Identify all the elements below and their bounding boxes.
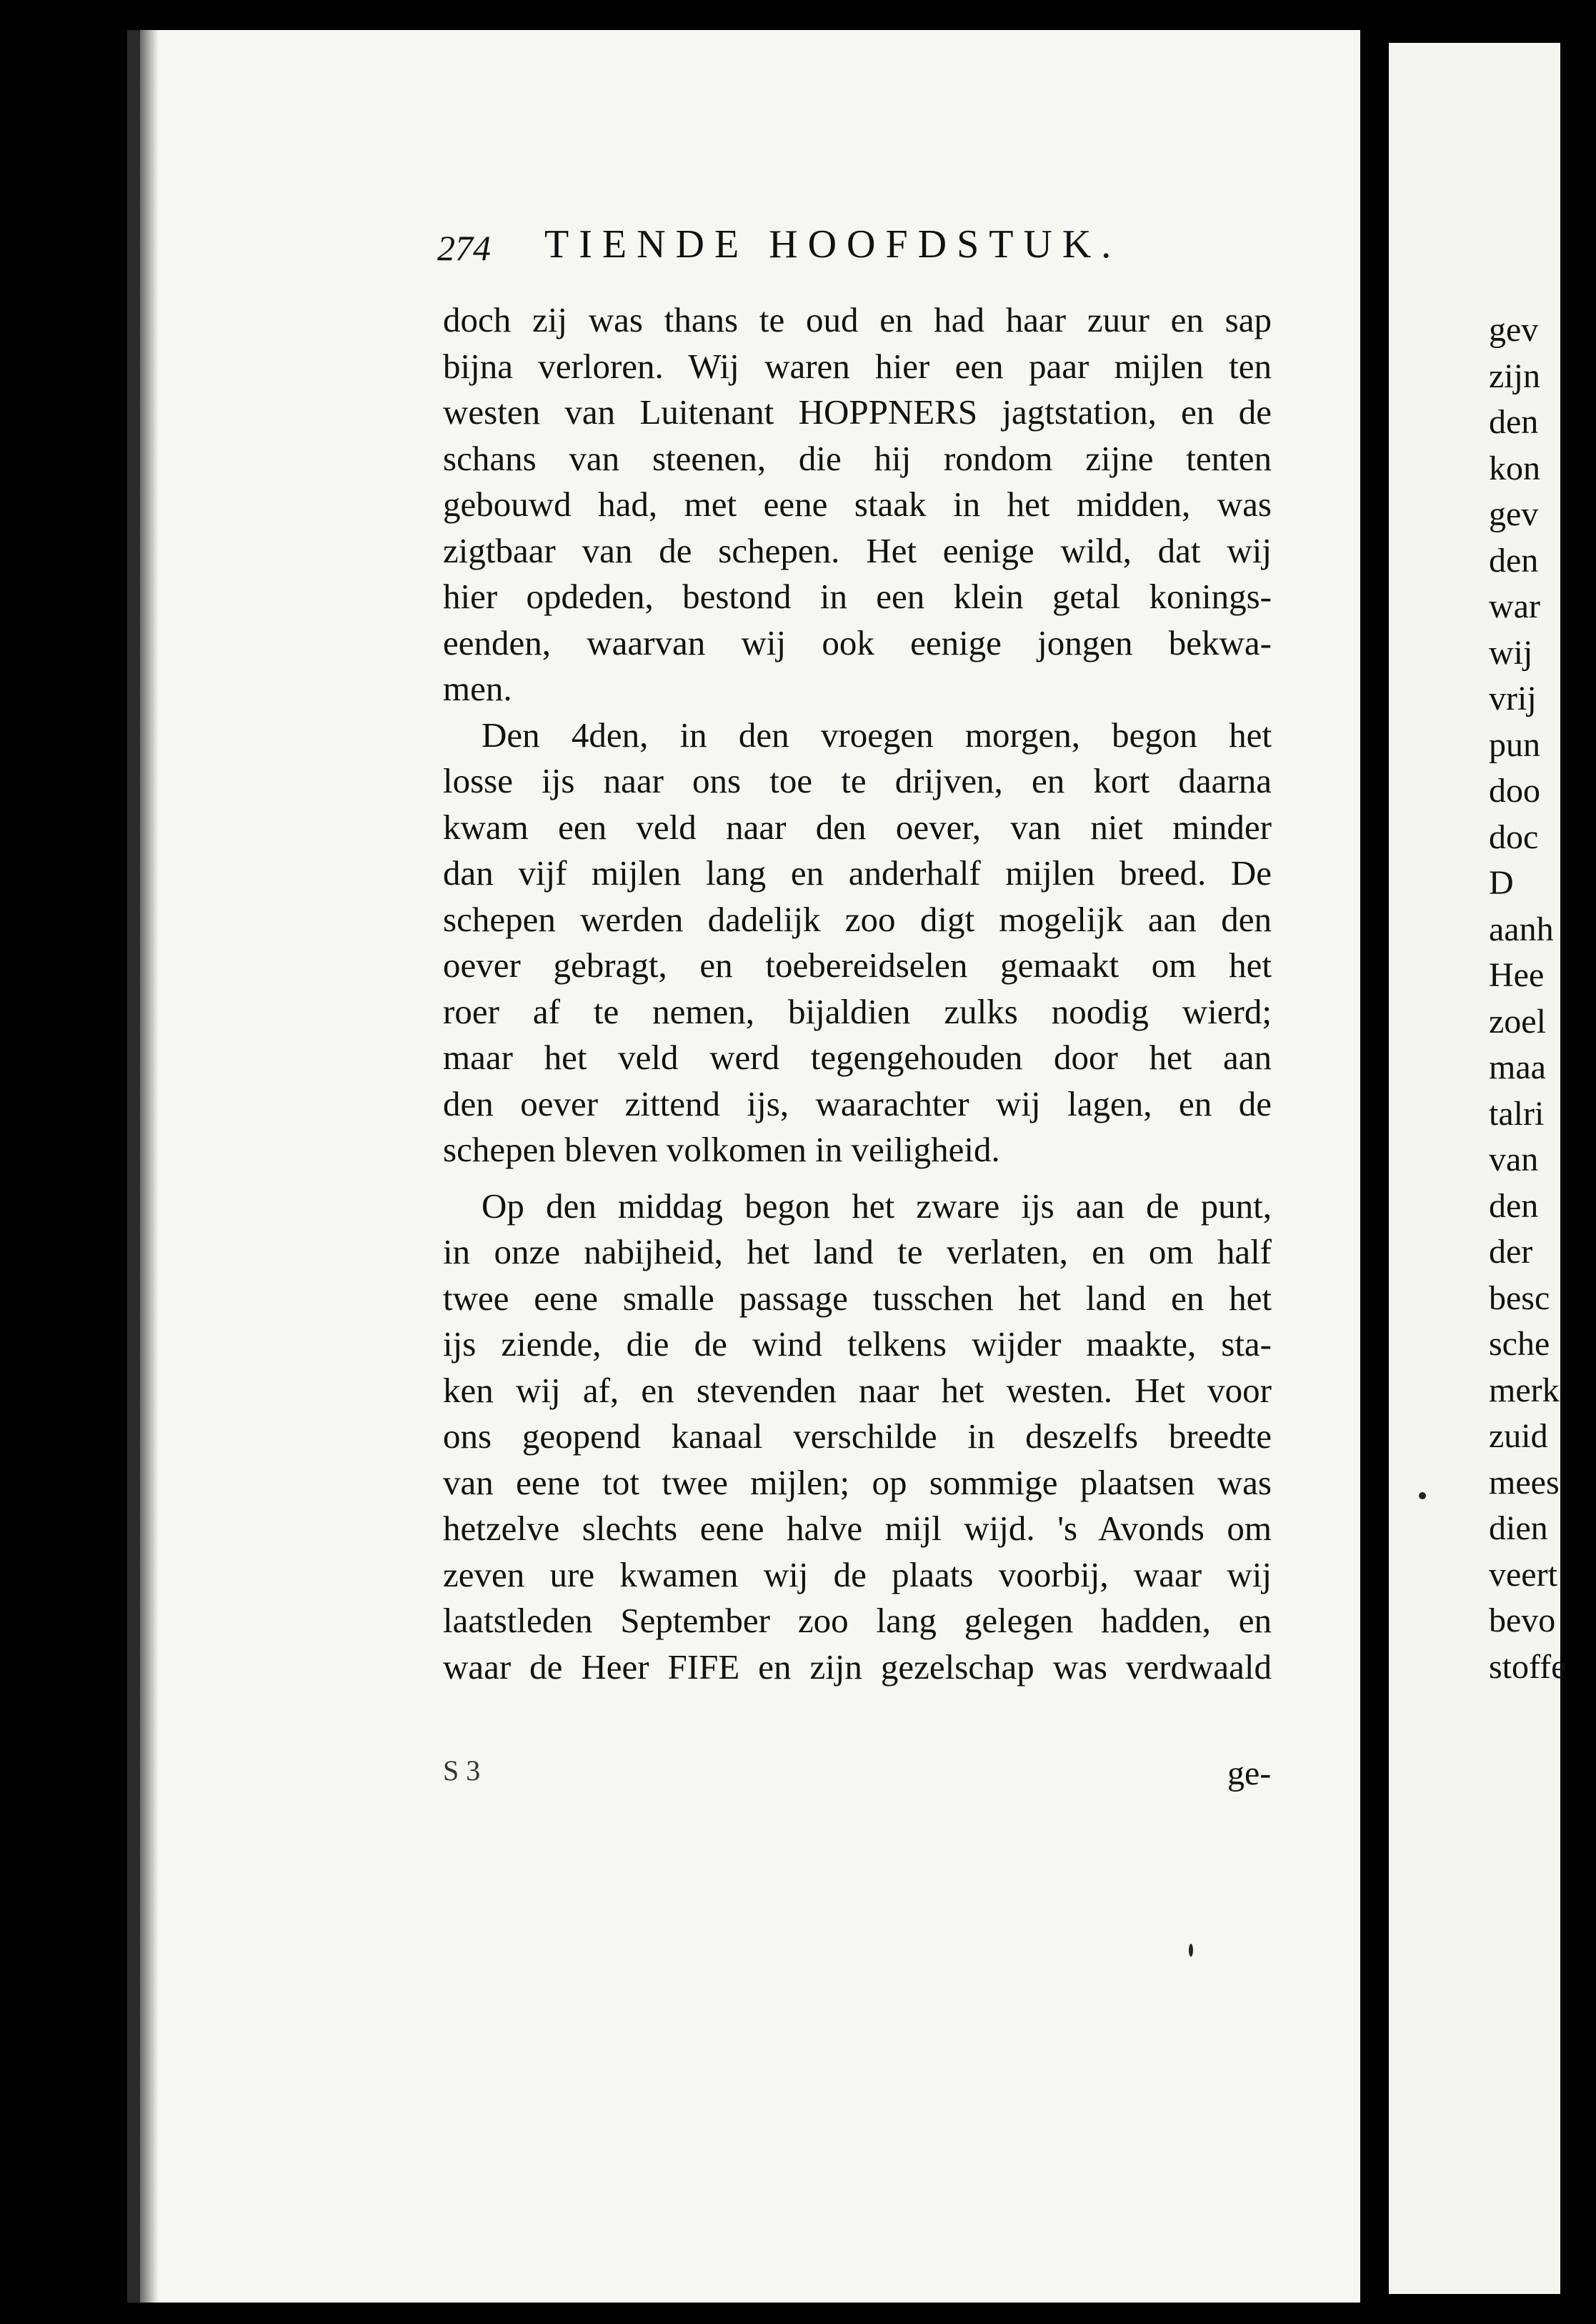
- facing-line: den: [1489, 541, 1539, 580]
- facing-line: stoffe: [1489, 1647, 1567, 1686]
- facing-line: pun: [1489, 725, 1540, 764]
- facing-line: veert: [1489, 1555, 1557, 1594]
- text-line: hetzelve slechts eene halve mijl wijd. 's Avonds om: [443, 1509, 1272, 1548]
- text-line: ken wij af, en stevenden naar het westen. Het voor: [443, 1370, 1272, 1410]
- text-line: zeven ure kwamen wij de plaats voorbij, waar wij: [443, 1554, 1272, 1594]
- text-line: men.: [443, 669, 512, 708]
- text-line: gebouwd had, met eene staak in het midden, was: [443, 485, 1272, 524]
- facing-line: der: [1489, 1233, 1533, 1271]
- text-line: in onze nabijheid, het land te verlaten, en om half: [443, 1232, 1272, 1271]
- text-line: westen van Luitenant HOPPNERS jagtstation, en de: [443, 392, 1272, 432]
- text-line: oever gebragt, en toebereidselen gemaakt om het: [443, 945, 1272, 985]
- text-line: kwam een veld naar den oever, van niet minder: [443, 807, 1272, 847]
- facing-line: bevo: [1489, 1602, 1556, 1639]
- facing-line: aanh: [1489, 910, 1554, 948]
- facing-line: doo: [1489, 772, 1540, 810]
- facing-line: dien: [1489, 1509, 1548, 1547]
- facing-line: mees: [1489, 1463, 1560, 1501]
- page-header: [437, 222, 1152, 272]
- text-line: bijna verloren. Wij waren hier een paar mijlen ten: [443, 346, 1272, 386]
- text-line: ijs ziende, die de wind telkens wijder maakte, sta-: [443, 1324, 1272, 1364]
- facing-line: gev: [1489, 311, 1539, 349]
- gutter-shadow: [140, 30, 159, 2303]
- facing-line: talri: [1489, 1094, 1545, 1133]
- text-line: doch zij was thans te oud en had haar zuur en sap: [443, 300, 1272, 339]
- text-line: Op den middag begon het zware ijs aan de punt,: [482, 1186, 1272, 1226]
- text-line: hier opdeden, bestond in een klein getal konings-: [443, 577, 1272, 616]
- text-line: losse ijs naar ons toe te drijven, en kort daarna: [443, 761, 1272, 800]
- facing-line: war: [1489, 587, 1540, 625]
- facing-line: van: [1489, 1141, 1539, 1178]
- facing-line: wij: [1489, 633, 1533, 672]
- facing-line: vrij: [1489, 680, 1537, 717]
- text-line: van eene tot twee mijlen; op sommige plaatsen was: [443, 1462, 1272, 1502]
- running-head: TIENDE HOOFDSTUK.: [544, 222, 1122, 267]
- facing-line: sche: [1489, 1325, 1550, 1363]
- facing-line: merk: [1489, 1371, 1560, 1409]
- ink-speck: [1419, 1492, 1426, 1499]
- text-line: eenden, waarvan wij ook eenige jongen bekwa-: [443, 622, 1272, 662]
- facing-line: zijn: [1489, 357, 1540, 395]
- facing-line: maa: [1489, 1048, 1546, 1086]
- facing-line: D: [1489, 864, 1514, 902]
- text-line: roer af te nemen, bijaldien zulks noodig wierd;: [443, 991, 1272, 1031]
- body-text: [443, 297, 1272, 1690]
- facing-line: besc: [1489, 1278, 1550, 1317]
- text-line: ons geopend kanaal verschilde in deszelfs breedte: [443, 1416, 1272, 1456]
- signature-mark: S 3: [443, 1754, 481, 1787]
- facing-line: kon: [1489, 449, 1540, 487]
- facing-line: gev: [1489, 495, 1539, 533]
- text-line: dan vijf mijlen lang en anderhalf mijlen breed. De: [443, 853, 1272, 893]
- ink-speck: [1189, 1944, 1193, 1957]
- text-line: schans van steenen, die hij rondom zijne tenten: [443, 438, 1272, 478]
- text-line: den oever zittend ijs, waarachter wij lagen, en de: [443, 1083, 1272, 1123]
- text-line: Den 4den, in den vroegen morgen, begon het: [482, 715, 1272, 755]
- text-line: schepen werden dadelijk zoo digt mogelijk aan den: [443, 899, 1272, 939]
- text-line: twee eene smalle passage tusschen het land en het: [443, 1278, 1272, 1318]
- facing-line: zuid: [1489, 1417, 1548, 1455]
- page-number: 274: [437, 228, 491, 268]
- text-line: laatstleden September zoo lang gelegen hadden, en: [443, 1601, 1272, 1640]
- text-line: maar het veld werd tegengehouden door het aan: [443, 1038, 1272, 1077]
- facing-line: zoel: [1489, 1002, 1546, 1041]
- catchword: ge-: [1227, 1754, 1272, 1792]
- text-line: zigtbaar van de schepen. Het eenige wild, dat wij: [443, 530, 1272, 570]
- facing-line: doc: [1489, 818, 1539, 856]
- text-line: waar de Heer FIFE en zijn gezelschap was verdwaald: [443, 1647, 1272, 1687]
- facing-line: den: [1489, 403, 1539, 441]
- facing-line: den: [1489, 1186, 1539, 1225]
- facing-page-text: [1489, 307, 1596, 1690]
- text-line: schepen bleven volkomen in veiligheid.: [443, 1130, 1000, 1169]
- facing-line: Hee: [1489, 956, 1545, 994]
